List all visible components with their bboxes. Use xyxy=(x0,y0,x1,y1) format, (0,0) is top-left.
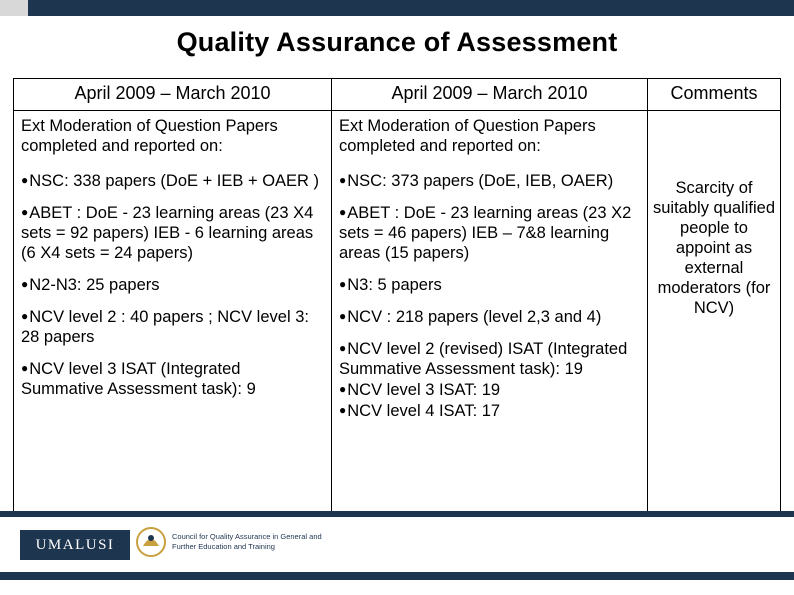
bullet-icon: ● xyxy=(339,277,347,291)
top-corner-mark xyxy=(0,0,28,16)
table-header-row xyxy=(14,79,781,111)
footer-divider xyxy=(0,511,794,517)
bullet-icon: ● xyxy=(339,205,347,219)
umalusi-emblem-icon xyxy=(134,524,168,560)
list-item: ●N3: 5 papers xyxy=(339,276,442,294)
bullet-icon: ● xyxy=(339,403,347,417)
bullet-icon: ● xyxy=(21,173,29,187)
list-item: ●ABET : DoE - 23 learning areas (23 X4 sets = 92 papers) IEB - 6 learning areas (6 X4 sets = 24 papers) xyxy=(21,204,314,262)
list-item: ●NCV level 3 ISAT (Integrated Summative Assessment task): 9 xyxy=(21,360,256,398)
list-item: ●NCV level 2 (revised) ISAT (Integrated Summative Assessment task): 19 xyxy=(339,340,628,378)
section-title: Ext Moderation of Question Papers completed and reported on: xyxy=(339,117,596,155)
list-item: ●NSC: 373 papers (DoE, IEB, OAER) xyxy=(339,172,614,190)
comments-cell xyxy=(648,111,781,514)
bullet-icon: ● xyxy=(339,309,347,323)
list-item: ●NCV : 218 papers (level 2,3 and 4) xyxy=(339,308,602,326)
quality-assurance-table xyxy=(13,78,781,514)
table-body-row xyxy=(14,111,781,514)
comments-text: Scarcity of suitably qualified people to appoint as external moderators (for NCV) xyxy=(653,179,775,317)
bullet-icon: ● xyxy=(21,361,29,375)
logo-tagline: Council for Quality Assurance in General and Further Education and Training xyxy=(172,532,322,551)
bullet-icon: ● xyxy=(21,205,29,219)
list-item: ●NCV level 4 ISAT: 17 xyxy=(339,402,501,420)
period-2-cell xyxy=(332,111,648,514)
list-item: ●N2-N3: 25 papers xyxy=(21,276,160,294)
bullet-icon: ● xyxy=(21,277,29,291)
umalusi-logo: UMALUSI xyxy=(20,530,130,560)
header-period-1: April 2009 – March 2010 xyxy=(14,79,332,111)
list-item: ●NCV level 3 ISAT: 19 xyxy=(339,381,501,399)
top-banner-bar xyxy=(0,0,794,16)
header-comments: Comments xyxy=(648,79,781,111)
period-1-cell xyxy=(14,111,332,514)
list-item: ●NCV level 2 : 40 papers ; NCV level 3: 28 papers xyxy=(21,308,309,346)
bottom-banner-bar xyxy=(0,572,794,580)
slide-title: Quality Assurance of Assessment xyxy=(176,27,618,57)
list-item: ●NSC: 338 papers (DoE + IEB + OAER ) xyxy=(21,172,320,190)
bullet-icon: ● xyxy=(339,173,347,187)
bullet-icon: ● xyxy=(339,341,347,355)
bullet-icon: ● xyxy=(339,382,347,396)
section-title: Ext Moderation of Question Papers completed and reported on: xyxy=(21,117,278,155)
bullet-icon: ● xyxy=(21,309,29,323)
list-item: ●ABET : DoE - 23 learning areas (23 X2 sets = 46 papers) IEB – 7&8 learning areas (15 papers) xyxy=(339,204,632,262)
header-period-2: April 2009 – March 2010 xyxy=(332,79,648,111)
